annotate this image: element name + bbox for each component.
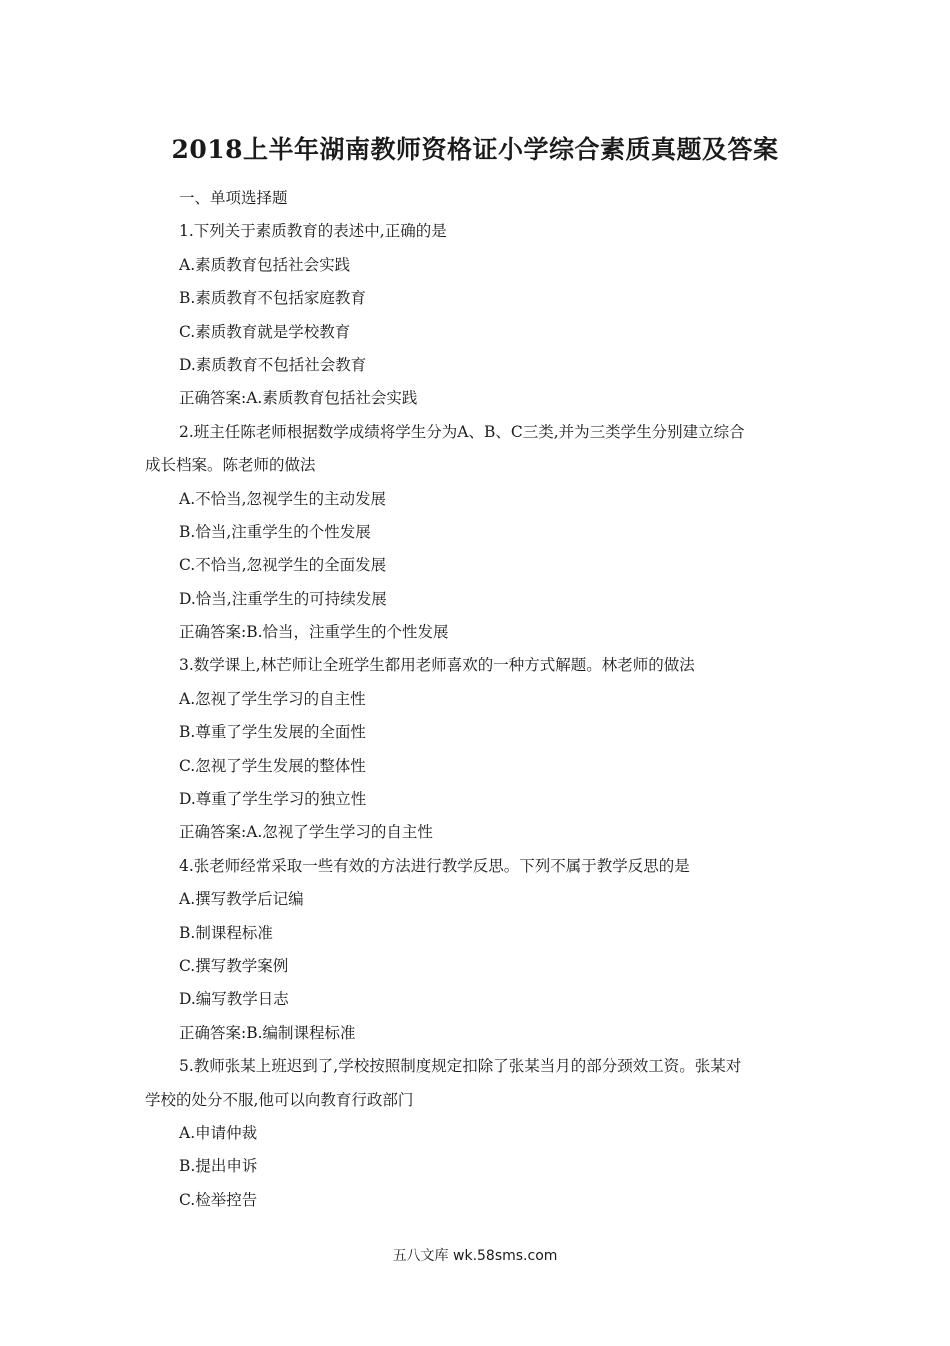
option-d: D.恰当,注重学生的可持续发展 [179,589,387,608]
option-b: B.素质教育不包括家庭教育 [179,289,366,308]
question-stem: 1.下列关于素质教育的表述中,正确的是 [179,222,447,241]
question-3 [145,649,815,849]
option-a: A.忽视了学生学习的自主性 [179,689,366,708]
option-d: D.编写教学日志 [179,990,289,1009]
option-b: B.制课程标准 [179,923,273,942]
question-4 [145,850,815,1050]
option-a: A.素质教育包括社会实践 [179,255,351,274]
question-stem: 5.教师张某上班迟到了,学校按照制度规定扣除了张某当月的部分颈效工资。张某对 [179,1057,742,1076]
document-body [145,182,815,1217]
option-c: C.素质教育就是学校教育 [179,322,351,341]
question-stem: 4.张老师经常采取一些有效的方法进行教学反思。下列不属于教学反思的是 [179,856,690,875]
option-a: A.撰写教学后记编 [179,890,304,909]
option-c: C.检举控告 [179,1190,258,1209]
option-c: C.忽视了学生发展的整体性 [179,756,366,775]
option-c: C.撰写教学案例 [179,956,289,975]
question-stem: 3.数学课上,林芒师让全班学生都用老师喜欢的一种方式解题。林老师的做法 [179,656,695,675]
document-title: 2018上半年湖南教师资格证小学综合素质真题及答案 [171,135,779,164]
question-stem: 2.班主任陈老师根据数学成绩将学生分为A、B、C三类,并为三类学生分别建立综合 [179,422,745,441]
option-a: A.不恰当,忽视学生的主动发展 [179,489,387,508]
option-d: D.素质教育不包括社会教育 [179,355,367,374]
option-b: B.提出申诉 [179,1157,258,1176]
option-b: B.尊重了学生发展的全面性 [179,723,366,742]
option-d: D.尊重了学生学习的独立性 [179,790,367,809]
option-b: B.恰当,注重学生的个性发展 [179,522,371,541]
question-1 [145,215,815,415]
section-heading: 一、单项选择题 [179,189,288,207]
answer-line: 正确答案:B.编制课程标准 [179,1023,356,1042]
option-c: C.不恰当,忽视学生的全面发展 [179,556,387,575]
answer-line: 正确答案:A.素质教育包括社会实践 [179,389,418,408]
option-a: A.申请仲裁 [179,1123,258,1142]
question-5 [145,1050,815,1217]
question-stem-continuation: 成长档案。陈老师的做法 [145,456,316,475]
question-stem-continuation: 学校的处分不服,他可以向教育行政部门 [145,1090,414,1109]
page-footer: 五八文库 wk.58sms.com [392,1248,558,1264]
question-2 [145,416,815,650]
answer-line: 正确答案:B.恰当，注重学生的个性发展 [179,623,449,642]
answer-line: 正确答案:A.忽视了学生学习的自主性 [179,823,433,842]
